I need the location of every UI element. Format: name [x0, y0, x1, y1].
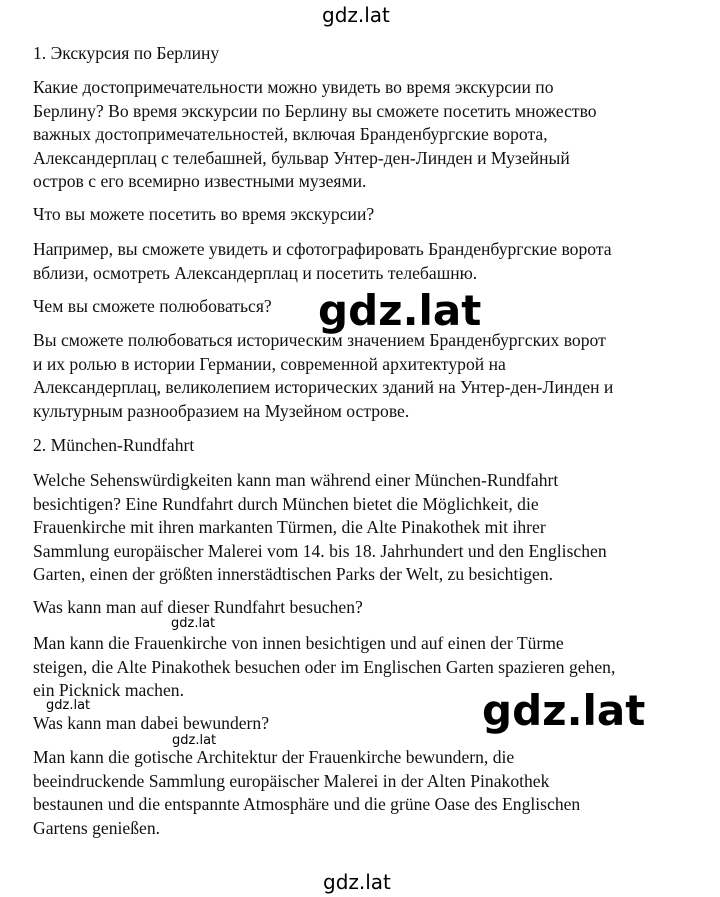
- section-1-paragraph-2: [33, 238, 693, 285]
- section-2-question-2: Was kann man dabei bewundern?: [33, 713, 270, 733]
- text-line: Man kann die gotische Architektur der Frauenkirche bewundern, die: [33, 747, 515, 767]
- text-line: Garten, einen der größten innerstädtischen Parks der Welt, zu besichtigen.: [33, 564, 554, 584]
- section-1-question-2: Чем вы сможете полюбоваться?: [33, 296, 272, 316]
- watermark-small: gdz.lat: [171, 616, 216, 631]
- text-line: Например, вы сможете увидеть и сфотографировать Бранденбургские ворота: [33, 239, 612, 259]
- text-line: вблизи, осмотреть Александерплац и посетить телебашню.: [33, 262, 478, 283]
- section-2-paragraph-3: [33, 746, 693, 840]
- section-1-paragraph-3: [33, 329, 693, 423]
- text-line: и их ролью в истории Германии, современной архитектурой на: [33, 353, 506, 374]
- text-line: besichtigen? Eine Rundfahrt durch München bietet die Möglichkeit, die: [33, 493, 539, 514]
- text-line: культурным разнообразием на Музейном острове.: [33, 400, 410, 421]
- section-1-heading: 1. Экскурсия по Берлину: [33, 43, 220, 63]
- text-line: Александерплац, великолепием исторических зданий на Унтер-ден-Линден и: [33, 377, 614, 397]
- watermark-top: gdz.lat: [322, 3, 390, 27]
- text-line: важных достопримечательностей, включая Бранденбургские ворота,: [33, 124, 548, 144]
- text-line: остров с его всемирно известными музеями.: [33, 171, 367, 191]
- section-1-question-1: Что вы можете посетить во время экскурсии?: [33, 204, 375, 224]
- section-2-paragraph-1: [33, 469, 693, 587]
- text-line: bestaunen und die entspannte Atmosphäre und die grüne Oase des Englischen: [33, 794, 581, 814]
- watermark-right-large: gdz.lat: [482, 686, 646, 735]
- watermark-small: gdz.lat: [46, 698, 91, 713]
- section-1-paragraph-1: [33, 76, 693, 194]
- text-line: ein Picknick machen.: [33, 680, 184, 700]
- section-2-question-1: Was kann man auf dieser Rundfahrt besuchen?: [33, 597, 363, 617]
- text-line: steigen, die Alte Pinakothek besuchen oder im Englischen Garten spazieren gehen,: [33, 656, 616, 677]
- section-2-heading: 2. München-Rundfahrt: [33, 435, 195, 455]
- text-line: Александерплац с телебашней, бульвар Унтер-ден-Линден и Музейный: [33, 147, 570, 168]
- text-line: Frauenkirche mit ihren markanten Türmen, die Alte Pinakothek mit ihrer: [33, 517, 546, 537]
- text-line: Вы сможете полюбоваться историческим значением Бранденбургских ворот: [33, 330, 606, 350]
- text-line: Берлину? Во время экскурсии по Берлину вы сможете посетить множество: [33, 100, 597, 121]
- text-line: Man kann die Frauenkirche von innen besichtigen und auf einen der Türme: [33, 633, 564, 653]
- text-line: Какие достопримечательности можно увидеть во время экскурсии по: [33, 77, 554, 97]
- text-line: Sammlung europäischer Malerei vom 14. bis 18. Jahrhundert und den Englischen: [33, 540, 607, 561]
- text-line: beeindruckende Sammlung europäischer Malerei in der Alten Pinakothek: [33, 770, 550, 791]
- watermark-bottom: gdz.lat: [323, 870, 391, 894]
- text-line: Gartens genießen.: [33, 817, 161, 838]
- watermark-small: gdz.lat: [172, 733, 217, 748]
- watermark-center-large: gdz.lat: [318, 286, 482, 335]
- text-line: Welche Sehenswürdigkeiten kann man während einer München-Rundfahrt: [33, 470, 559, 490]
